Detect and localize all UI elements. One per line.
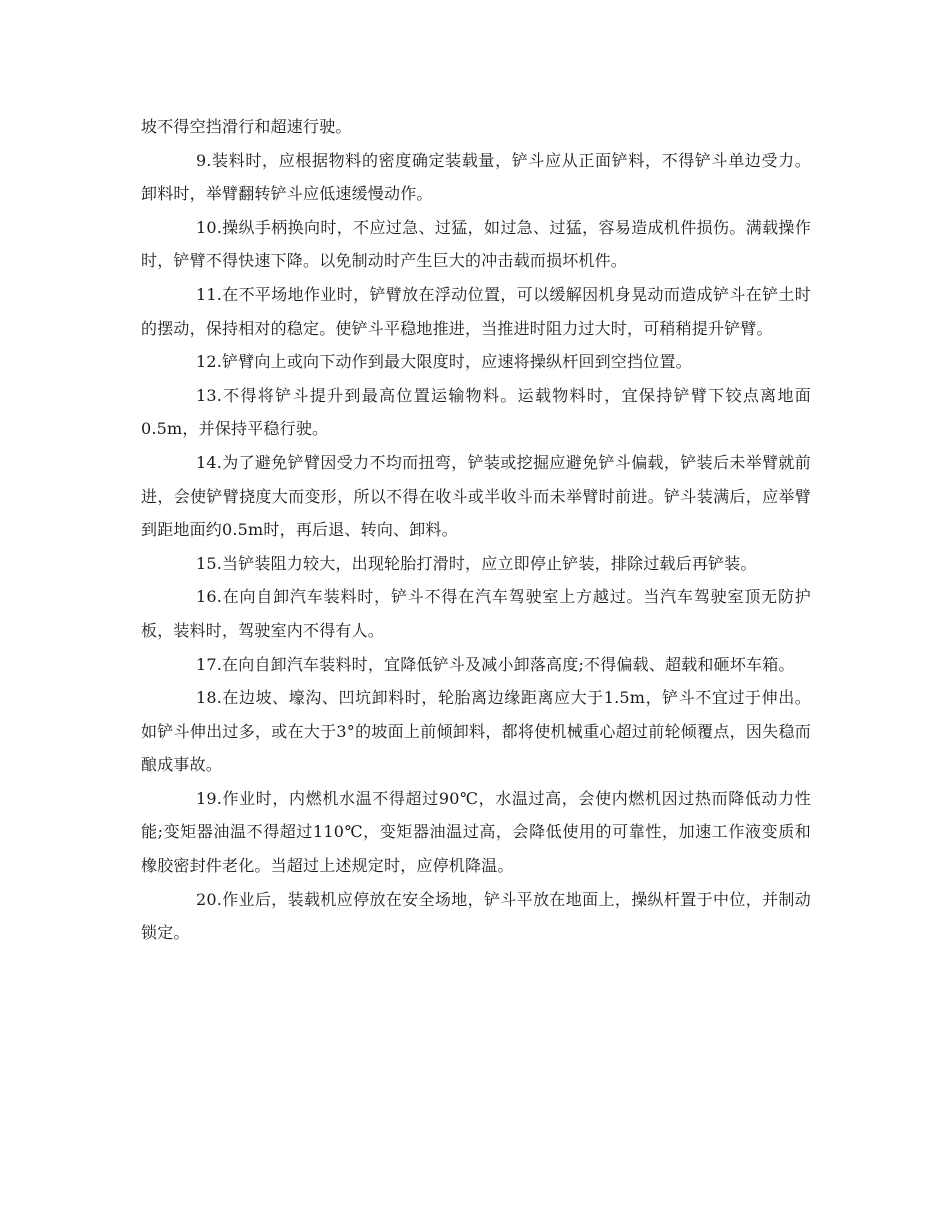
paragraph: 10.操纵手柄换向时，不应过急、过猛，如过急、过猛，容易造成机件损伤。满载操作时，铲臂不得快速下降。以免制动时产生巨大的冲击载而损坏机件。 (141, 217, 811, 271)
paragraph: 16.在向自卸汽车装料时，铲斗不得在汽车驾驶室上方越过。当汽车驾驶室顶无防护板，装料时，驾驶室内不得有人。 (141, 587, 811, 640)
paragraph: 17.在向自卸汽车装料时，宜降低铲斗及减小卸落高度;不得偏载、超载和砸坏车箱。 (196, 654, 795, 674)
paragraph: 19.作业时，内燃机水温不得超过90℃，水温过高，会使内燃机因过热而降低动力性能;变矩器油温不得超过110℃，变矩器油温过高，会降低使用的可靠性，加速工作液变质和橡胶密封件老化。当超过上述规定时，应停机降温。 (141, 788, 811, 876)
paragraph: 13.不得将铲斗提升到最高位置运输物料。运载物料时，宜保持铲臂下铰点离地面0.5m，并保持平稳行驶。 (141, 385, 811, 439)
document-page (141, 110, 811, 950)
paragraph: 18.在边坡、壕沟、凹坑卸料时，轮胎离边缘距离应大于1.5m，铲斗不宜过于伸出。如铲斗伸出过多，或在大于3°的坡面上前倾卸料，都将使机械重心超过前轮倾覆点，因失稳而酿成事故。 (141, 688, 811, 775)
paragraph: 9.装料时，应根据物料的密度确定装载量，铲斗应从正面铲料，不得铲斗单边受力。卸料时，举臂翻转铲斗应低速缓慢动作。 (141, 150, 811, 204)
paragraph: 14.为了避免铲臂因受力不均而扭弯，铲装或挖掘应避免铲斗偏载，铲装后未举臂就前进，会使铲臂挠度大而变形，所以不得在收斗或半收斗而未举臂时前进。铲斗装满后，应举臂到距地面约0.5m时，再后退、转向、卸料。 (141, 452, 811, 540)
paragraph: 15.当铲装阻力较大，出现轮胎打滑时，应立即停止铲装，排除过载后再铲装。 (196, 553, 757, 573)
paragraph: 12.铲臂向上或向下动作到最大限度时，应速将操纵杆回到空挡位置。 (196, 352, 692, 372)
paragraph: 20.作业后，装载机应停放在安全场地，铲斗平放在地面上，操纵杆置于中位，并制动锁定。 (141, 889, 811, 943)
paragraph: 坡不得空挡滑行和超速行驶。 (141, 117, 352, 136)
paragraph: 11.在不平场地作业时，铲臂放在浮动位置，可以缓解因机身晃动而造成铲斗在铲土时的摆动，保持相对的稳定。使铲斗平稳地推进，当推进时阻力过大时，可稍稍提升铲臂。 (141, 284, 811, 338)
